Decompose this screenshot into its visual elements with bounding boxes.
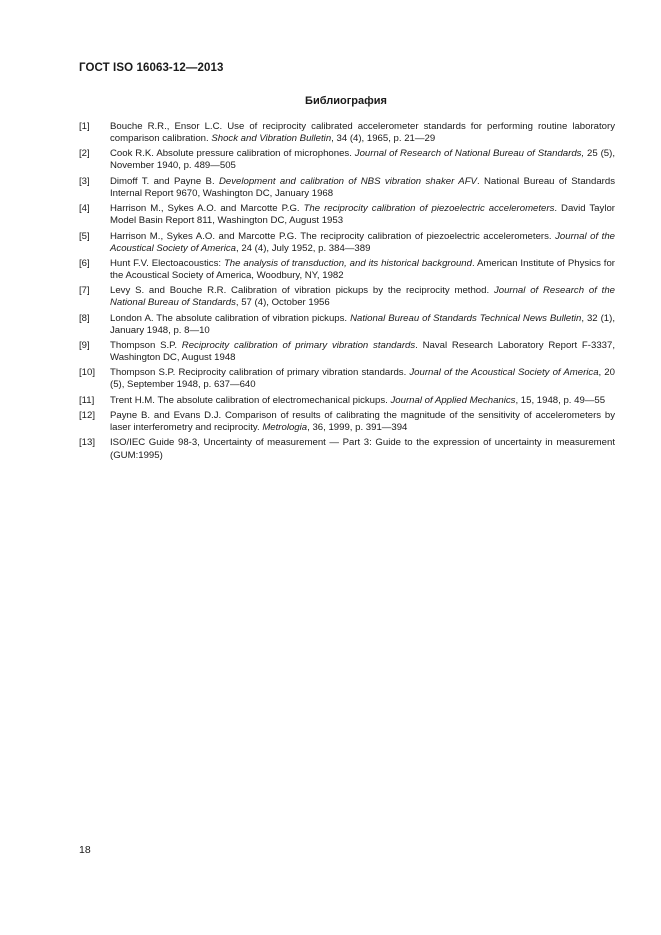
entry-source: Journal of Applied Mechanics <box>390 394 516 406</box>
entry-text <box>110 148 615 172</box>
bibliography-entry <box>79 340 615 364</box>
entry-text <box>110 313 615 337</box>
entry-details: . David Taylor Model Basin Report 811, Washington DC, August 1953 <box>110 203 615 227</box>
entry-details: , 20 (5), September 1948, p. 637—640 <box>110 367 615 391</box>
bibliography-entry <box>79 285 615 309</box>
entry-details: 25 (5), November 1940, p. 489—505 <box>110 148 615 172</box>
bibliography-entry <box>79 231 615 255</box>
entry-source: Development and calibration of NBS vibration shaker AFV <box>218 175 477 187</box>
entry-details: , 15, 1948, p. 49—55 <box>515 394 606 406</box>
entry-authors-title: Hunt F.V. Electoacoustics: <box>110 257 224 269</box>
bibliography-entry <box>79 121 615 145</box>
entry-details: . National Bureau of Standards Internal Report 9670, Washington DC, January 1968 <box>110 175 616 199</box>
entry-number: [7] <box>79 285 90 297</box>
entry-details: , 24 (4), July 1952, p. 384—389 <box>236 242 371 254</box>
entry-authors-title: Harrison M., Sykes A.O. and Marcotte P.G. <box>110 203 304 215</box>
entry-text <box>110 258 615 282</box>
entry-details: . American Institute of Physics for the Acoustical Society of America, Woodbury, NY, 1982 <box>110 257 615 281</box>
entry-text <box>110 395 615 407</box>
entry-number: [2] <box>79 148 90 160</box>
entry-source: Journal of the Acoustical Society of America <box>409 367 599 379</box>
entry-text <box>110 203 615 227</box>
entry-text <box>110 121 615 145</box>
entry-source: Journal of Research of National Bureau of Standards, <box>354 148 585 160</box>
entry-authors-title: ISO/IEC Guide 98-3, Uncertainty of measurement — Part 3: Guide to the expression of uncertainty in measurement (GUM:1995) <box>110 437 615 461</box>
entry-details: , 32 (1), January 1948, p. 8—10 <box>110 312 615 336</box>
entry-text <box>110 285 615 309</box>
entry-authors-title: Payne B. and Evans D.J. Comparison of results of calibrating the magnitude of the sensitivity of accelerometers by laser interferometry and reciprocity. <box>110 410 615 434</box>
entry-authors-title: Cook R.K. Absolute pressure calibration of microphones. <box>110 148 355 160</box>
entry-text <box>110 176 615 200</box>
entry-number: [9] <box>79 340 90 351</box>
bibliography-title: Библиография <box>305 95 387 107</box>
entry-source: Journal of the Acoustical Society of America <box>110 230 616 254</box>
bibliography-entry <box>79 395 615 407</box>
entry-text <box>110 340 615 364</box>
bibliography-entry <box>79 410 615 434</box>
entry-source: Journal of Research of the National Bureau of Standards <box>110 285 615 309</box>
bibliography-entry <box>79 437 615 461</box>
entry-authors-title: Bouche R.R., Ensor L.C. Use of reciprocity calibrated accelerometer standards for performing routine laboratory comparison calibration. <box>110 121 615 145</box>
bibliography-entry <box>79 176 615 200</box>
entry-authors-title: Dimoff T. and Payne B. <box>110 175 219 187</box>
bibliography-entry <box>79 367 615 391</box>
entry-source: The reciprocity calibration of piezoelectric accelerometers <box>303 203 555 215</box>
entry-authors-title: Thompson S.P. <box>110 340 182 351</box>
entry-text <box>110 367 615 391</box>
entry-source: Reciprocity calibration of primary vibration standards <box>181 340 416 351</box>
entry-details: . Naval Research Laboratory Report F-3337, Washington DC, August 1948 <box>110 340 615 364</box>
page-number: 18 <box>79 844 91 856</box>
entry-source: Shock and Vibration Bulletin <box>211 133 332 145</box>
entry-number: [6] <box>79 257 90 269</box>
bibliography-entry <box>79 203 615 227</box>
entry-details: , 34 (4), 1965, p. 21—29 <box>331 133 436 145</box>
entry-number: [10] <box>79 367 96 379</box>
entry-authors-title: Thompson S.P. Reciprocity calibration of primary vibration standards. <box>110 367 410 379</box>
bibliography-entry <box>79 313 615 337</box>
entry-number: [13] <box>79 437 96 449</box>
document-header: ГОСТ ISO 16063-12—2013 <box>79 62 224 74</box>
entry-number: [4] <box>79 203 90 215</box>
bibliography-entry <box>79 148 615 172</box>
entry-source: The analysis of transduction, and its historical background <box>223 257 472 269</box>
entry-authors-title: Levy S. and Bouche R.R. Calibration of vibration pickups by the reciprocity method. <box>110 285 494 297</box>
entry-authors-title: Trent H.M. The absolute calibration of electromechanical pickups. <box>110 394 391 406</box>
entry-number: [5] <box>79 230 90 242</box>
entry-authors-title: Harrison M., Sykes A.O. and Marcotte P.G. The reciprocity calibration of piezoelectric accelerometers. <box>110 230 556 242</box>
entry-text <box>110 437 615 461</box>
bibliography-entry <box>79 258 615 282</box>
bibliography-list <box>79 121 615 465</box>
entry-number: [8] <box>79 312 90 324</box>
entry-number: [12] <box>79 410 96 422</box>
entry-number: [1] <box>79 121 90 132</box>
entry-number: [11] <box>79 394 95 406</box>
entry-authors-title: London A. The absolute calibration of vibration pickups. <box>110 312 351 324</box>
entry-details: , 36, 1999, p. 391—394 <box>307 422 408 434</box>
entry-source: National Bureau of Standards Technical News Bulletin <box>350 312 582 324</box>
entry-source: Metrologia <box>262 422 308 434</box>
entry-text <box>110 410 615 434</box>
entry-text <box>110 231 615 255</box>
entry-details: , 57 (4), October 1956 <box>235 297 330 309</box>
entry-number: [3] <box>79 175 90 187</box>
